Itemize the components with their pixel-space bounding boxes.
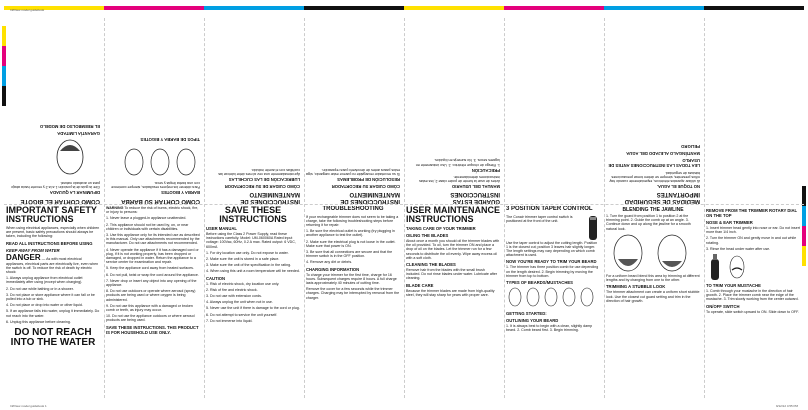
list-item: 4. Always unplug the unit when not in use. (206, 300, 273, 305)
beard-styles-icon (506, 286, 596, 308)
subheading: BLADE CARE (406, 282, 434, 288)
fold-line (504, 18, 505, 398)
panel-es-6 (6, 14, 100, 204)
heading: BLENDING THE JAWLINE (622, 207, 684, 213)
do-not-reach-footer: DO NOT REACH INTO THE WATER (10, 327, 96, 349)
subheading: TO TRIM YOUR MUSTACHE (706, 283, 761, 289)
subheading: TRIMMING A STUBBLE LOOK (606, 284, 666, 290)
fold-line (604, 18, 605, 398)
panel-blending (606, 206, 700, 396)
subheading: OUTLINING YOUR BEARD (506, 318, 559, 324)
subheading: CLEANING THE BLADES (406, 262, 456, 268)
paragraph: Because the trimmer blades are made from high-quality steel, they will stay sharp for years with proper care. (406, 288, 495, 297)
list-item: 2. Do not use while bathing or in a shower. (6, 286, 74, 291)
paragraph: Aproximadamente una vez al mes debe lubricar las cuchillas con el aceite incluido. (218, 167, 300, 176)
subheading: REMOVE FROM THE TRIMMER ROTARY DIAL ON THE TOP (706, 208, 798, 218)
registration-bar (4, 6, 804, 10)
paragraph: To charge your trimmer for the first time, charge for 16 hours. Subsequent charges require 8 hours. A full charge lasts approximately 40 minutes of cutting time. (306, 272, 397, 285)
subheading: LUBRICACIÓN DE LAS CUCHILLAS (228, 177, 300, 182)
fold-line (204, 18, 205, 398)
subheading: RESOLUCIÓN DE PROBLEMAS (337, 177, 400, 182)
mustache-trim-icon (728, 253, 746, 281)
subheading: READ ALL INSTRUCTIONS BEFORE USING (6, 240, 93, 246)
list-item: 3. Use this appliance only for its intended use as described in this manual. Only use attachments recommended by the manufacturer. Do not use attachments not recommended. (106, 233, 200, 246)
subheading: NOW YOU'RE READY TO TRIM YOUR BEARD (506, 259, 597, 265)
trimmer-device-icon (586, 215, 600, 241)
list-item: 2. Turn the trimmer ON and gently move in and out while rotating. (706, 236, 797, 245)
subheading: EL REEMBOLSO DE MODELO (40, 123, 100, 129)
subheading: KEEP AWAY FROM WATER (6, 247, 60, 253)
panel-es-1 (606, 14, 700, 204)
list-item: 4. Never operate the appliance if it has a damaged cord or plug, if it is not working properly, has been dropped or damaged, or dropped in water. Return the appliance to a service center for examination and repair. (106, 247, 199, 265)
panel-es-5 (106, 14, 200, 204)
panel-safety (6, 206, 100, 396)
safety-title: IMPORTANT SAFETY INSTRUCTIONS (6, 206, 97, 224)
color-calibration-strip-right (802, 186, 806, 266)
footer-note: SAVE THESE INSTRUCTIONS. THIS PRODUCT IS FOR HOUSEHOLD USE ONLY. (106, 324, 199, 335)
fold-line (404, 18, 405, 398)
subheading: BARBA Y BIGOTES (161, 190, 200, 196)
heading: INSTRUCCIONES DE MANTENIMIENTO (340, 191, 400, 204)
paragraph: Gire la guía de la posición 1 a la 2 y recorte hacia abajo para un acabado natural. (11, 181, 100, 190)
list-item: 4. When using this unit a room temperature will be needed. (206, 269, 300, 274)
panel-nose-ear (706, 206, 800, 396)
panel-es-4 (206, 14, 300, 204)
warning-label: WARNING (106, 206, 124, 210)
paragraph: Si su recortador recargable no parece estar cargando, siga estos pasos antes de devolverlo para reparación. (306, 167, 400, 176)
list-item: 1. Be sure the electrical outlet is working (try plugging in another appliance to test the outlet). (306, 229, 395, 238)
subheading: TAKING CARE OF YOUR TRIMMER (406, 226, 476, 231)
list-item: 5. Never use the unit if there is damage to the cord or plug. (206, 306, 300, 311)
paragraph: 1. It is always best to begin with a clean, slightly damp beard. 2. Comb beard first. 3. Begin trimming. (506, 324, 593, 333)
subheading: CÓMO CUIDAR DE SU RECORTADOR (224, 184, 300, 189)
face-diagram-icon (40, 139, 100, 179)
paragraph: The Conair trimmer taper control switch is positioned at the front of the unit. (506, 214, 573, 223)
heading: NOSE & EAR TRIMMER (706, 220, 753, 225)
subheading: ON/OFF SWITCH (706, 303, 740, 309)
subheading: PRECAUCIÓN (471, 167, 500, 173)
list-item: 1. Never leave a plugged-in appliance unattended. (106, 216, 187, 221)
paragraph: If your rechargeable trimmer does not seem to be taking a charge, take the following troubleshooting steps before returning it for repair: (306, 214, 399, 227)
list-item: 9. Do not use this appliance with a damaged or broken comb or teeth, as injury may occur. (106, 303, 193, 313)
paragraph: 1. Turn the guard from position 1 to position 2 at the trimming point. 2. Guide the comb up at an angle. 3. Continue down and up along the jawline for a smooth natural look. (606, 214, 691, 231)
danger-text: — As with most electrical appliances, electrical parts are electrically live, even when the switch is off. To reduce the risk of death by electric shock: (6, 256, 99, 275)
subheading: PELIGRO (681, 144, 700, 150)
subheading: USER MANUAL (206, 226, 237, 231)
paragraph: Para obtener los mejores resultados, siempre comience con una barba limpia y seca. (111, 181, 200, 190)
slug-bottom-right: 9/12/12 4:55 PM (775, 404, 798, 408)
list-item: 1. Risk of electric shock, dry location use only. (206, 281, 280, 286)
list-item: 8. Do not use outdoors or operate where aerosol (spray) products are being used or where oxygen is being administered. (106, 289, 196, 302)
paragraph: Antes de usar la fuente de poder clase 2, lea estas instrucciones detenidamente. (419, 174, 500, 183)
list-item: 1. For dry location use only. Do not expose to water. (206, 250, 289, 255)
paragraph: About once a month you should oil the trimmer blades with the oil provided. To oil, turn the trimmer ON and place a drop of oil on the blades. Let the trimmer run for a few seconds to distribute the oil evenly. Wipe away excess oil with a soft cloth. (406, 239, 500, 260)
subheading: MANUAL DEL USUARIO (451, 184, 500, 189)
paragraph: Al utilizar aparatos eléctricos, especialmente cuando hay niños presentes, siempre se deben tomar precauciones básicas de seguridad. (609, 170, 700, 183)
list-item: 4. Remove any dirt or debris. (306, 260, 353, 265)
list-item: 1. Always unplug appliance from electrical outlet immediately after using (except when charging). (6, 276, 83, 285)
danger-label: DANGER (6, 252, 41, 262)
list-item: 5. Keep the appliance cord away from heated surfaces. (106, 266, 194, 271)
list-item: 6. Do not pull, twist or wrap the cord around the appliance. (106, 272, 199, 277)
list-item: 3. Do not place or store appliance where it can fall or be pulled into a tub or sink. (6, 292, 95, 302)
manual-sheet (4, 6, 804, 408)
list-item: 6. Do not attempt to service the unit yourself. (206, 312, 278, 317)
heading: TROUBLESHOOTING (322, 206, 384, 212)
list-item: 1. Insert trimmer head gently into nose or ear. Do not insert more than 1/4 inch. (706, 226, 800, 235)
heading: 3 POSITION TAPER CONTROL (506, 206, 593, 212)
list-item: 4. Do not place or drop into water or other liquid. (6, 303, 83, 308)
heading: INSTRUCCIONES DE MANTENIMIENTO (240, 191, 300, 204)
paragraph: 1. Riesgo de choque eléctrico. 2. Uso únicamente en lugares secos. 3. No sumerja en líquidos. (415, 158, 500, 167)
heading: USER MAINTENANCE INSTRUCTIONS (406, 206, 500, 224)
subheading: CAUTION (206, 275, 226, 281)
panel-maintenance (406, 206, 500, 396)
subheading: GARANTÍA LIMITADA (57, 130, 100, 136)
subheading: GETTING STARTED: (506, 311, 547, 317)
panel-es-3 (306, 14, 400, 204)
heading: CÓMO CORTAR EL BIGOTE (20, 198, 100, 204)
jawline-diagram-icon (606, 233, 696, 273)
paragraph: Remove the cover for a few seconds while the trimmer charges. Charging may be interrupted by removal from the charger. (306, 287, 400, 300)
list-item: 3. Do not use with extension cords. (206, 294, 262, 299)
paragraph: 1. Comb through your mustache in the direction of hair growth. 2. Place the trimmer comb near the edge of the mustache. 3. Trim slowly working from the center outward. (706, 289, 799, 302)
slug-bottom-left: InflView model guidebook 1 (10, 404, 47, 408)
slug-top: InflView model guidebook (10, 8, 45, 12)
list-item: 10. Do not use the appliance outdoors or where aerosol products are being used. (106, 314, 195, 323)
list-item: 3. Rinse the head under water after use. (706, 246, 771, 251)
paragraph: When using electrical appliances, especially when children are present, basic safety precautions should always be taken, including the following: (6, 226, 100, 239)
fold-line (304, 18, 305, 398)
subheading: TIPOS DE BARBA Y BIGOTES (140, 136, 200, 142)
warning-text: To reduce the risk of burns, electric shock, fire, or injury to persons: (106, 206, 199, 215)
list-item: 7. Do not immerse into liquid. (206, 318, 253, 323)
beard-types-icon (120, 145, 200, 179)
paragraph: 1. The trimmer has three position comb for use depending on the length desired. 2. Begin trimming by moving the trimmer from top to bottom. (506, 265, 599, 278)
paragraph: To operate, slide switch upward to ON. Slide down to OFF. (706, 309, 799, 314)
list-item: 7. Never drop or insert any object into any opening of the appliance. (106, 278, 197, 288)
fold-line (704, 18, 705, 398)
list-item: 2. Make sure the unit is stored in a safe place. (206, 257, 280, 262)
list-item: 2. This appliance should not be used by, on, or near children or individuals with certain disabilities. (106, 222, 189, 231)
list-item: 6. Unplug this appliance before cleaning. (6, 319, 71, 324)
subheading: LEA TODAS LAS INSTRUCCIONES ANTES DE USARLO (608, 158, 700, 169)
panel-es-2 (406, 14, 500, 204)
heading: GUARDE ESTAS INSTRUCCIONES (450, 191, 500, 204)
panel-troubleshooting (306, 206, 400, 396)
subheading: CÓMO CUIDAR SU RECORTADOR (331, 184, 400, 189)
panel-save (206, 206, 300, 396)
heading: SAVE THESE INSTRUCTIONS (219, 206, 287, 224)
paragraph: Before using the Class 2 Power Supply, read these instructions carefully. Model: UM-060060A Rated input voltage: 100Vac, 60Hz, 0.2 A max. Rated output: 6 VDC, 600mA (206, 232, 296, 249)
heading: CÓMO CORTAR SU BARBA (121, 198, 200, 204)
nose-trimmer-icon (706, 253, 724, 281)
paragraph: For a uniform beard blend this area by trimming at different lengths and by changing from one to the other. (606, 274, 700, 283)
fold-line (104, 18, 105, 398)
list-item: 5. If an appliance falls into water, unplug it immediately. Do not reach into the water. (6, 309, 100, 318)
panel-warning (106, 206, 200, 396)
paragraph: Use the taper control to adjust the cutting length. Position 1 is the closest cut; position 3 leaves hair slightly longer. The length settings may vary depending on which comb attachment is used. (506, 240, 598, 258)
subheading: TYPES OF BEARDS/MUSTACHES (506, 279, 573, 285)
list-item: 2. Risk of fire and electric shock. (206, 287, 258, 292)
subheading: DIFUMINAR LA QUIJADA (49, 190, 100, 196)
subheading: OILING THE BLADES (406, 233, 449, 238)
paragraph: The trimmer attachment can create a uniform short stubble look. Use the closest cut guard setting and trim in the direction of hair growth. (606, 290, 700, 303)
heading: MEDIDAS DE SEGURIDAD IMPORTANTES (624, 191, 700, 204)
subheading: CHARGING INFORMATION (306, 266, 360, 272)
subheading: NO TOQUE EL AGUA. (656, 184, 700, 189)
paragraph: Remove hair from the blades with the small brush included. Do not rinse blades under water. Lubricate after cleaning. (406, 268, 498, 281)
list-item: 3. Be sure that all connections are secure and that the trimmer switch is in the OFF position. (306, 249, 393, 259)
panel-taper-control (506, 206, 600, 396)
subheading: MANTÉNGALO ALEJADO DEL AGUA (626, 151, 700, 157)
list-item: 3. Make sure the unit of the specification in the rating. (206, 263, 292, 268)
list-item: 2. Make sure the electrical plug is not loose in the outlet. Make sure that power is ON. (306, 239, 396, 248)
